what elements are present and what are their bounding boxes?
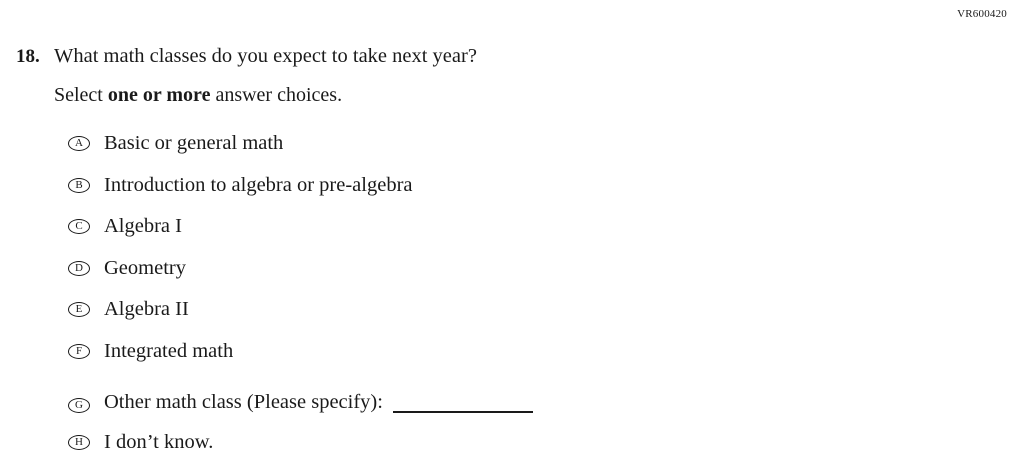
question-number: 18.: [16, 46, 40, 67]
choice-option-b[interactable]: [68, 164, 956, 206]
choice-option-a[interactable]: [68, 123, 956, 165]
instruction-emphasis: one or more: [107, 83, 211, 106]
bubble-icon[interactable]: H: [68, 435, 90, 450]
choice-label: Basic or general math: [104, 132, 284, 155]
choice-label: Integrated math: [104, 339, 234, 362]
choice-label: Algebra I: [104, 215, 182, 238]
choice-option-d[interactable]: [68, 247, 956, 289]
form-code: VR600420: [957, 8, 1007, 20]
question-instruction: [54, 83, 956, 107]
question-heading: [16, 44, 956, 69]
choice-label: Geometry: [104, 256, 186, 279]
bubble-icon[interactable]: G: [68, 398, 90, 413]
bubble-icon[interactable]: E: [68, 302, 90, 317]
bubble-icon[interactable]: D: [68, 261, 90, 276]
bubble-icon[interactable]: A: [68, 136, 90, 151]
choice-option-g[interactable]: [68, 372, 956, 414]
choice-option-f[interactable]: [68, 330, 956, 372]
answer-choices: [68, 123, 956, 463]
choice-option-h[interactable]: [68, 421, 956, 463]
choice-option-c[interactable]: [68, 206, 956, 248]
other-specify-input[interactable]: [393, 392, 533, 413]
bubble-icon[interactable]: C: [68, 219, 90, 234]
instruction-suffix: answer choices.: [210, 83, 343, 106]
bubble-icon[interactable]: F: [68, 344, 90, 359]
question-text: What math classes do you expect to take next year?: [54, 45, 477, 67]
bubble-icon[interactable]: B: [68, 178, 90, 193]
choice-label: Other math class (Please specify):: [104, 390, 383, 413]
choice-label: Introduction to algebra or pre-algebra: [104, 173, 413, 196]
choice-label: Algebra II: [104, 298, 189, 321]
choice-option-e[interactable]: [68, 289, 956, 331]
question-block: [16, 44, 956, 463]
instruction-prefix: Select: [54, 83, 108, 106]
choice-label: I don’t know.: [104, 430, 214, 453]
